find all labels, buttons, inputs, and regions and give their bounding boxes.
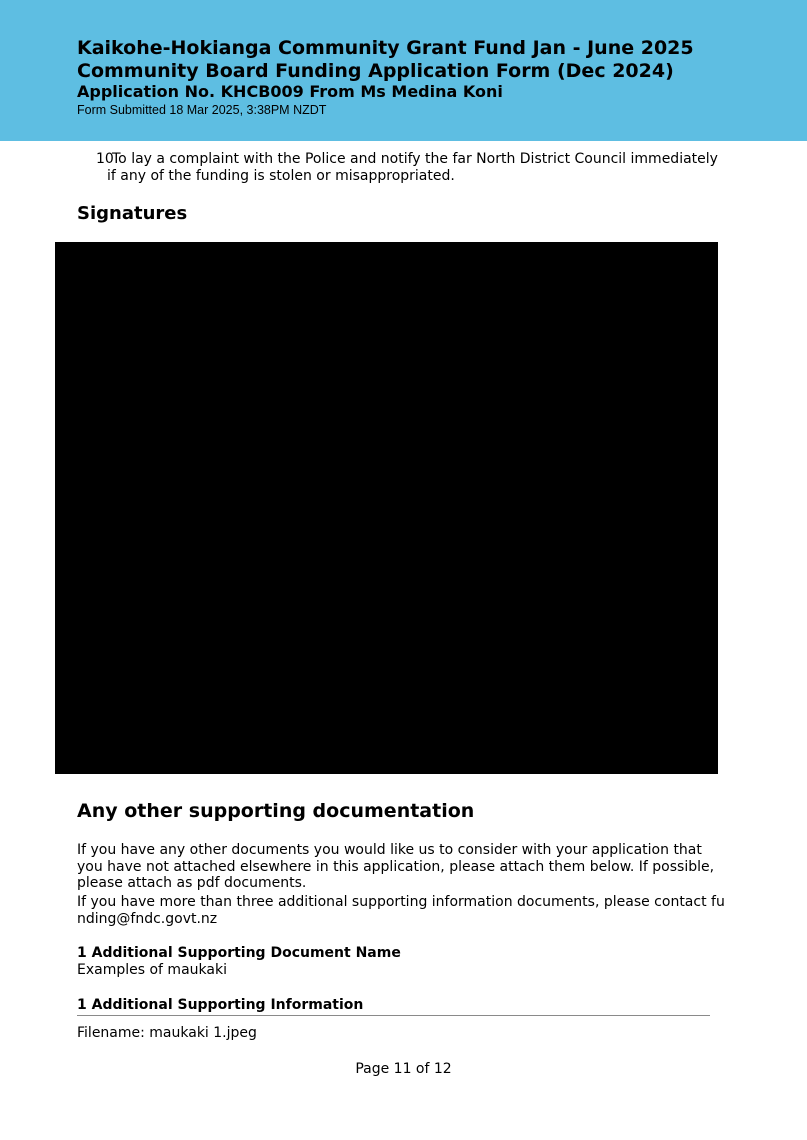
paragraph-line: If you have more than three additional supporting information documents, please contact fu — [77, 894, 725, 910]
list-item-text-line2: if any of the funding is stolen or misappropriated. — [107, 168, 455, 184]
redacted-signature-block — [55, 242, 718, 774]
header-banner — [0, 0, 807, 141]
form-title-line2: Community Board Funding Application Form (Dec 2024) — [77, 60, 674, 82]
supporting-information-label: 1 Additional Supporting Information — [77, 997, 364, 1013]
document-name-label: 1 Additional Supporting Document Name — [77, 945, 401, 961]
paragraph-line: please attach as pdf documents. — [77, 875, 307, 891]
submission-timestamp: Form Submitted 18 Mar 2025, 3:38PM NZDT — [77, 103, 327, 117]
attachment-filename: Filename: maukaki 1.jpeg — [77, 1025, 257, 1041]
paragraph-line: nding@fndc.govt.nz — [77, 910, 218, 927]
list-item-number: 10 — [96, 151, 114, 167]
form-title-line1: Kaikohe-Hokianga Community Grant Fund Jan - June 2025 — [77, 37, 694, 59]
supporting-instructions-paragraph — [77, 842, 717, 892]
application-number: Application No. KHCB009 From Ms Medina Koni — [77, 82, 503, 101]
field-divider — [77, 1015, 710, 1016]
document-name-value: Examples of maukaki — [77, 962, 227, 978]
supporting-documentation-heading: Any other supporting documentation — [77, 800, 475, 822]
paragraph-line: If you have any other documents you would like us to consider with your application that — [77, 842, 702, 858]
contact-instructions-paragraph — [77, 894, 725, 927]
page-number: Page 11 of 12 — [355, 1061, 452, 1077]
list-item-text-line1: To lay a complaint with the Police and notify the far North District Council immediately — [112, 151, 718, 167]
signatures-heading: Signatures — [77, 203, 188, 224]
paragraph-line: you have not attached elsewhere in this application, please attach them below. If possible, — [77, 858, 715, 875]
